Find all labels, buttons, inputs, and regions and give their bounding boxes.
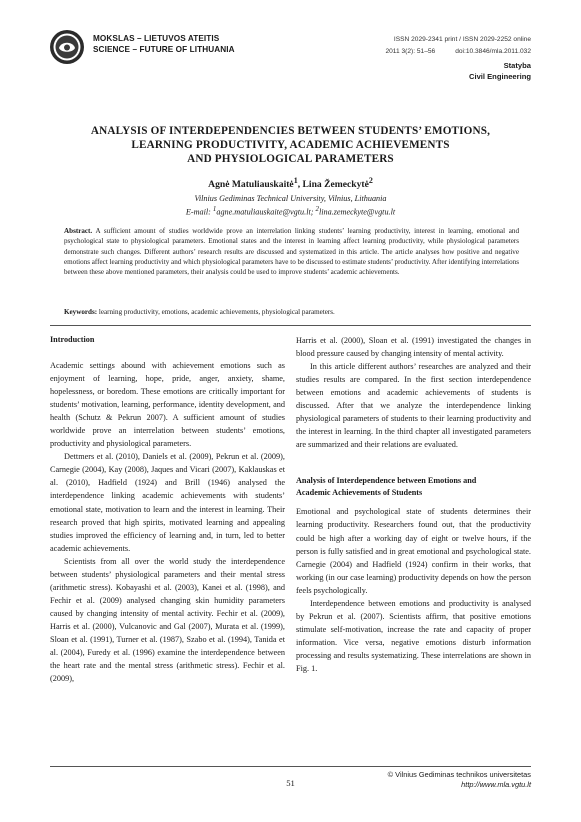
author-name: Lina Žemeckytė [302,178,369,190]
volume-doi-line [385,46,531,58]
title-line: ANALYSIS OF INTERDEPENDENCIES BETWEEN STUDENTS’ EMOTIONS, [90,125,491,137]
journal-title [93,33,235,55]
email-mark: 1 [212,205,217,213]
copyright-text: © Vilnius Gediminas technikos universitetas [387,770,531,779]
section-heading [296,475,531,499]
email-label: E-mail: [185,207,213,217]
keywords [64,307,519,317]
section-heading: Introduction [50,335,95,344]
body-paragraph: Dettmers et al. (2010), Daniels et al. (2009), Pekrun et al. (2009), Carnegie (2004), Kay (2008), Jaques and Vicari (2007), Kaklauskas et al. (2010), Hadfield (1924) and Brill (1946) analysed the interdependence linking academic achievements with students’ emotional state, motivation to learn and the interest in learning. Their research proved that high spirits, motivated learning and appealing studies improved the efficiency of learning and, in turn, led to better academic achievements. [50,452,285,553]
journal-title-lt: MOKSLAS – LIETUVOS ATEITIS [93,34,220,43]
title-block [50,124,531,218]
page-number: 51 [286,778,295,788]
issn-print: ISSN 2029-2341 print [393,36,458,43]
author-affiliation-mark: 2 [368,175,373,185]
authors [50,176,531,190]
body-paragraph: Interdependence between emotions and productivity is analysed by Pekrun et al. (2007). Scientists affirm, that positive emotions stimulate self-motivation, increase the rate and capacity of proper information. Vice versa, negative emotions disturb information processing and results systematizing. These interrelations are shown in Fig. 1. [296,598,531,673]
body-paragraph: Scientists from all over the world study the interdependence between students’ physiological parameters and their mental stress (arithmetic stress). Kobayashi et al. (2003), Kanei et al. (1998), and Fechir et al. (2009) analysed changing skin humidity parameters caused by changing intensity of mental activity. Fechir et al. (2009), Harris et al. (2000), Vulcanovic and Gal (2007), Murata et al. (1999), Sloan et al. (1991), Turner et al. (1987), Szabo et al. (1994), Tanida et al. (2004), Furedy et al. (1996) examine the interdependence between the heart rate and the mental stress (arithmetic stress). Fechir et al. (2009), [50,556,285,684]
abstract-text: A sufficient amount of studies worldwide prove an interrelation linking students’ learning productivity, interest in learning, emotional and psychological state to physiological parameters. Emotional states and the interest in learning affect learning productivity, while physiological parameters demonstrate such changes. Different authors’ research results are discussed and systematized in this article. The article analyses how positive and negative emotions affect learning productivity and which physiological parameters have to be discussed to estimate students’ productivity. After identifying interrelations between these above mentioned parameters, their analysis could be used to improve students’ academic achievements. [64,227,519,277]
paper-title [50,124,531,167]
section-label [469,60,531,82]
body-paragraph: Emotional and psychological state of students determines their learning productivity. Researchers found out, that the productivity could be high after a working day of eight or twelve hours, if the person is fully satisfied and in great emotional and psychological state. Carnegie (2004) and Hadfield (1924) confirm in their works, that working (in our case learning) productivity depends on how the person feels psychologically. [296,507,531,595]
journal-logo-icon [49,29,85,65]
author-email-link[interactable]: lina.zemeckyte@vgtu.lt [318,207,396,217]
keywords-text: learning productivity, emotions, academic achievements, physiological parameters. [97,308,335,316]
doi-info: doi:10.3846/mla.2011.032 [455,48,531,55]
spacer [50,346,285,359]
title-line: LEARNING PRODUCTIVITY, ACADEMIC ACHIEVEMENTS [131,139,450,152]
footer-copyright [388,770,531,790]
title-line: AND PHYSIOLOGICAL PARAMETERS [187,153,394,166]
author-emails [50,204,531,218]
email-mark: 2 [315,205,319,213]
spacer [296,451,531,475]
body-paragraph: Harris et al. (2000), Sloan et al. (1991) investigated the changes in blood pressure caused by changing intensity of mental activity. [296,336,531,359]
journal-header [0,0,581,100]
abstract [64,226,519,277]
issn-line [385,34,531,46]
author-email-link[interactable]: agne.matuliauskaite@vgtu.lt [216,207,311,217]
left-column [50,334,285,685]
issn-separator: / [457,36,463,43]
journal-url-link[interactable]: http://www.mla.vgtu.lt [461,780,531,789]
heading-line: Academic Achievements of Students [296,488,423,498]
author-separator: , [297,178,303,190]
keywords-label: Keywords: [64,308,98,316]
volume-info: 2011 3(2): 51–56 [385,48,436,55]
body-paragraph: In this article different authors’ researches are analyzed and their studies results are compared. In the first section interdependence between emotions and academic achievements of students is discussed. After that we analyze the interdependence linking physiological parameters of students to their learning productivity and the interest in learning. In the third chapter all investigated parameters are summarized and their relations are evaluated. [296,362,531,450]
author-affiliation-mark: 1 [293,175,298,185]
right-column [296,334,531,675]
footer-divider [50,766,531,767]
section-en: Civil Engineering [468,72,531,81]
divider [50,325,531,326]
abstract-label: Abstract. [64,227,93,235]
email-separator: ; [310,207,316,217]
issn-online: ISSN 2029-2252 online [462,36,531,43]
issn-block [385,34,531,58]
author-name: Agnė Matuliauskaitė [208,178,294,190]
body-paragraph: Academic settings abound with achievement emotions such as enjoyment of learning, hope, pride, anger, anxiety, shame, hopelessness, or boredom. These emotions are critically important for students’ motivation, learning, performance, identity development, and health (Schutz & Pekrun 2007). A sufficient amount of studies worldwide prove an interrelation between students’ emotions, productivity and physiological parameters. [50,361,285,449]
heading-line: Analysis of Interdependence between Emotions and [296,476,477,486]
section-lt: Statyba [503,61,531,70]
affiliation: Vilnius Gediminas Technical University, Vilnius, Lithuania [194,193,387,203]
journal-title-en: SCIENCE – FUTURE OF LITHUANIA [93,45,235,54]
